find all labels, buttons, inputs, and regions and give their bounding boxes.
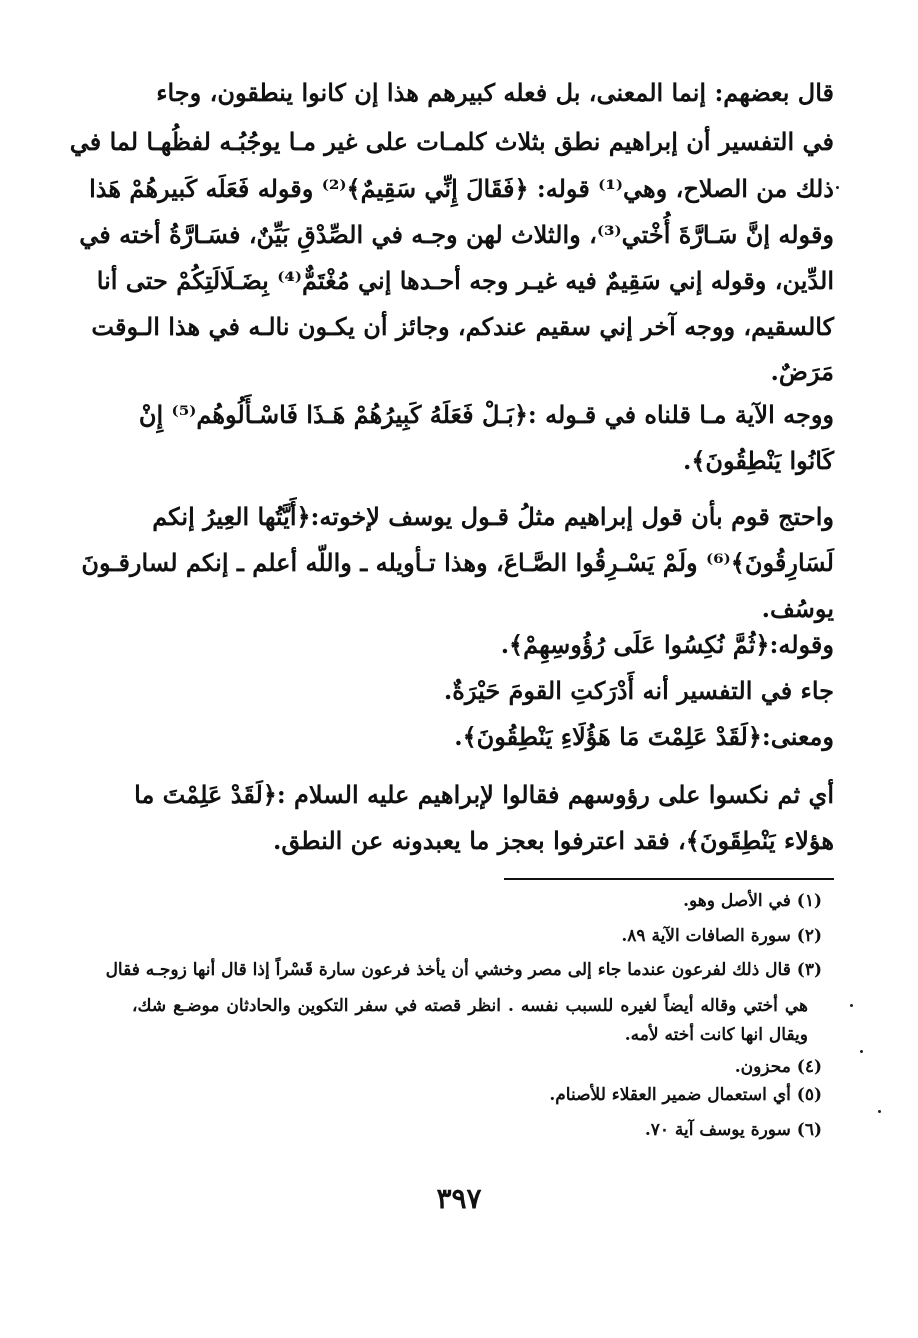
scan-speck [860, 1050, 863, 1053]
footnote-separator [504, 878, 834, 880]
body-line: ومعنى:﴿لَقَدْ عَلِمْتَ مَا هَؤُلَاءِ يَنْطِقُونَ﴾. [454, 722, 834, 751]
footnote: (٥) أي استعمال ضمير العقلاء للأصنام. [549, 1085, 822, 1105]
footnote: (٤) محزون. [734, 1057, 822, 1077]
body-line: لَسَارِقُونَ﴾⁽⁶⁾ ولَمْ يَسْـرِقُوا الصَّـاعَ، وهذا تـأويله ـ واللّه أعلم ـ إنكم لسارقـونَ [81, 548, 834, 577]
footnote-continuation: ويقال انها كانت أخته لأمه. [624, 1025, 808, 1045]
body-line: كالسقيم، ووجه آخر إني سقيم عندكم، وجائز أن يكـون نالـه في هذا الـوقت [91, 312, 834, 341]
body-line: واحتج قوم بأن قول إبراهيم مثلُ قـول يوسف لإخوته:﴿أَيَّتُها العِيرُ إنكم [152, 502, 834, 531]
body-line: يوسُف. [761, 594, 834, 623]
body-line: أي ثم نكسوا على رؤوسهم فقالوا لإبراهيم عليه السلام :﴿لَقَدْ عَلِمْتَ ما [134, 780, 834, 809]
body-line: قال بعضهم: إنما المعنى، بل فعله كبيرهم هذا إن كانوا ينطقون، وجاء [156, 78, 834, 107]
scan-speck [836, 186, 839, 189]
page-number: ٣٩٧ [436, 1182, 482, 1215]
body-line: مَرَضٌ. [770, 357, 834, 386]
body-line: جاء في التفسير أنه أَدْرَكتِ القومَ حَيْرَةٌ. [443, 676, 834, 705]
body-line: في التفسير أن إبراهيم نطق بثلاث كلمـات على غير مـا يوجُبُـه لفظُهـا لما في [69, 127, 834, 156]
body-line: ووجه الآية مـا قلناه في قـوله :﴿بَـلْ فَعَلَهُ كَبِيرُهُمْ هَـذَا فَاسْـأَلُوهُم⁽⁵⁾ إِنْ [138, 400, 834, 429]
body-line: الدِّين، وقوله إني سَقِيمٌ فيه غيـر وجه أحـدها إني مُغْتَمٌّ⁽⁴⁾ بِضَـلَالَتِكُمْ حتى أنا [96, 266, 834, 295]
scan-speck [850, 1004, 853, 1007]
body-line: وقوله إنَّ سَـارَّةَ أُخْتي⁽³⁾، والثلاث لهن وجـه في الصِّدْقِ بَيِّنٌ، فسَـارَّةُ أخته في [79, 220, 834, 249]
body-line: كَانُوا يَنْطِقُونَ﴾. [682, 446, 834, 475]
body-line: هؤلاء يَنْطِقَونَ﴾، فقد اعترفوا بعجز ما يعبدونه عن النطق. [273, 826, 834, 855]
body-line: ذلك من الصلاح، وهي⁽¹⁾ قوله: ﴿فَقَالَ إِنِّي سَقِيمٌ﴾⁽²⁾ وقوله فَعَلَه كَبيرهُمْ هَذا [89, 174, 834, 203]
footnote: (٦) سورة يوسف آية ٧٠. [644, 1120, 822, 1140]
body-line: وقوله:﴿ثُمَّ نُكِسُوا عَلَى رُؤُوسِهِمْ﴾. [500, 630, 834, 659]
footnote: (١) في الأصل وهو. [683, 891, 822, 911]
footnote: (٢) سورة الصافات الآية ٨٩. [621, 926, 822, 946]
scan-speck [878, 1110, 881, 1113]
footnote-continuation: هي أختي وقاله أيضاً لغيره للسبب نفسه . انظر قصته في سفر التكوين والحادثان موضـع شك، [132, 996, 808, 1016]
footnote: (٣) قال ذلك لفرعون عندما جاء إلى مصر وخشي أن يأخذ فرعون سارة قَسْراً إذا قال أنها زوجـه فقال [105, 960, 822, 980]
